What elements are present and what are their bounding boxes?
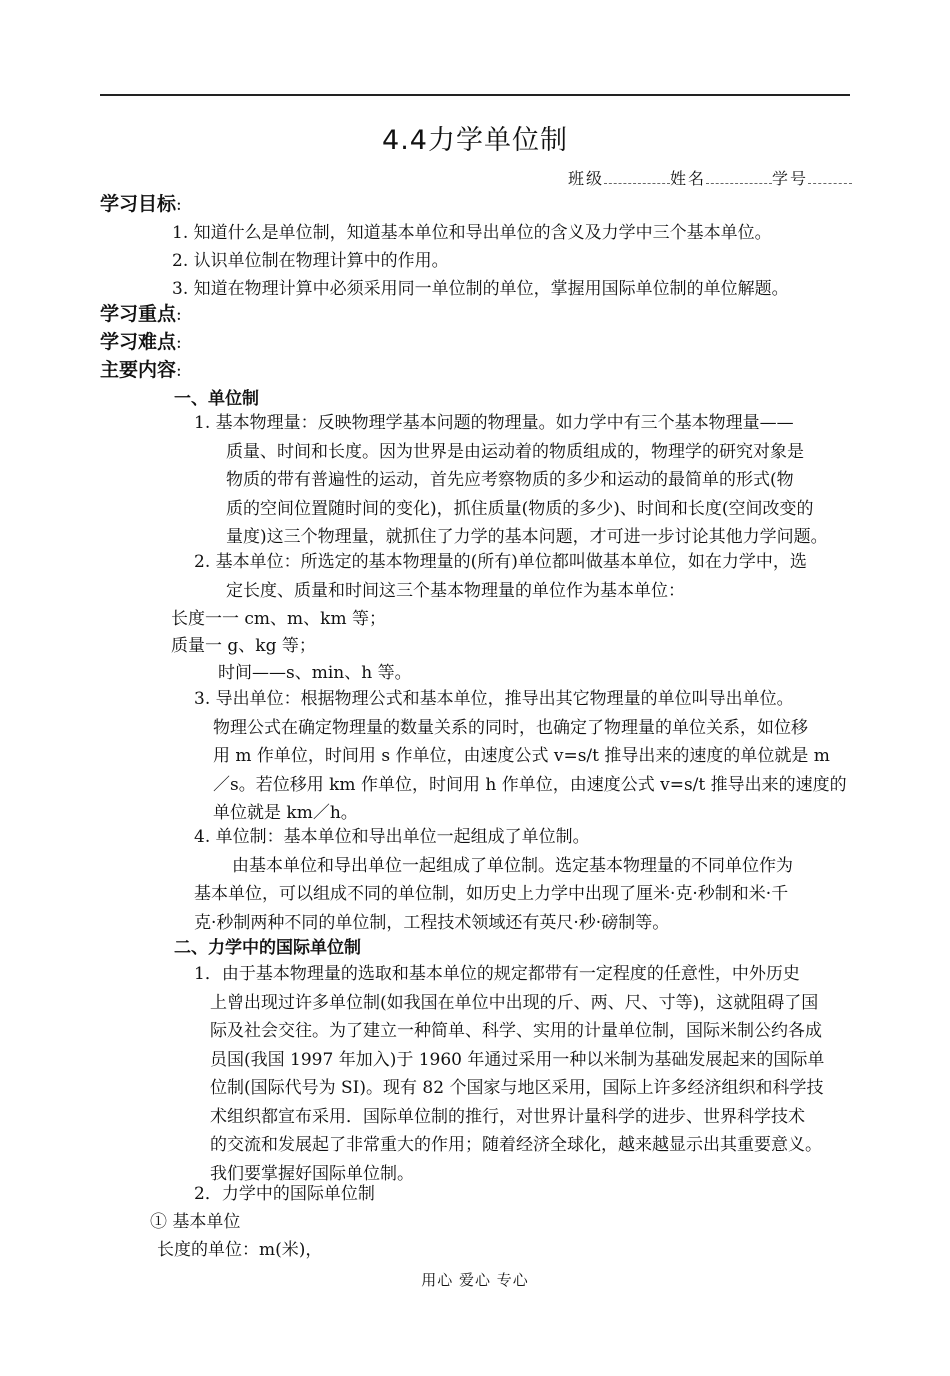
base-units-label: ① 基本单位 [150, 1212, 241, 1232]
paragraph-line: 克·秒制两种不同的单位制，工程技术领域还有英尺·秒·磅制等。 [194, 912, 670, 933]
goal-item: 2. 认识单位制在物理计算中的作用。 [172, 251, 449, 271]
number-label: 学号 [771, 169, 808, 188]
paragraph-line: 员国(我国 1997 年加入)于 1960 年通过采用一种以米制为基础发展起来的国际单 [210, 1049, 825, 1070]
paragraph-line: 质的空间位置随时间的变化)，抓住质量(物质的多少)、时间和长度(空间改变的 [226, 498, 814, 519]
paragraph-line: ／s。若位移用 km 作单位，时间用 h 作单位，由速度公式 v=s/t 推导出来的速度的 [213, 774, 847, 795]
section1-item2 [194, 548, 807, 605]
paragraph-line: 单位就是 km／h。 [213, 803, 358, 823]
goal-item: 3. 知道在物理计算中必须采用同一单位制的单位，掌握用国际单位制的单位解题。 [172, 279, 789, 299]
goal-item: 1. 知道什么是单位制，知道基本单位和导出单位的含义及力学中三个基本单位。 [172, 223, 772, 243]
paragraph-line: 用 m 作单位，时间用 s 作单位，由速度公式 v=s/t 推导出来的速度的单位就是 m [213, 746, 830, 766]
page-footer: 用心 爱心 专心 [421, 1271, 529, 1289]
paragraph-line: 质量、时间和长度。因为世界是由运动着的物质组成的，物理学的研究对象是 [226, 441, 804, 462]
unit-length: 长度一一 cm、m、km 等； [171, 609, 386, 629]
key-points-heading: 学习重点: [100, 303, 182, 325]
section1-item3 [194, 685, 847, 828]
paragraph-line: 4. 单位制：基本单位和导出单位一起组成了单位制。 [194, 827, 590, 847]
unit-time: 时间——s、min、h 等。 [218, 663, 412, 683]
paragraph-line: 由基本单位和导出单位一起组成了单位制。选定基本物理量的不同单位作为 [232, 855, 793, 876]
section1-item4 [194, 823, 793, 937]
number-blank [808, 171, 852, 184]
paragraph-line: 物理公式在确定物理量的数量关系的同时，也确定了物理量的单位关系，如位移 [213, 717, 808, 738]
section1-item1 [194, 409, 828, 552]
paragraph-line: 3. 导出单位：根据物理公式和基本单位，推导出其它物理量的单位叫导出单位。 [194, 689, 794, 709]
goals-heading: 学习目标: [100, 193, 182, 215]
si-subsection: 2．力学中的国际单位制 [194, 1184, 375, 1204]
paragraph-line: 上曾出现过许多单位制(如我国在单位中出现的斤、两、尺、寸等)，这就阻碍了国 [210, 992, 819, 1013]
section-unit-system-title: 一、单位制 [174, 389, 259, 409]
main-content-heading: 主要内容: [100, 359, 182, 381]
paragraph-line: 基本单位，可以组成不同的单位制，如历史上力学中出现了厘米·克·秒制和米·千 [194, 884, 789, 904]
difficulties-heading: 学习难点: [100, 331, 182, 353]
paragraph-line: 位制(国际代号为 SI)。现有 82 个国家与地区采用，国际上许多经济组织和科学技 [210, 1078, 824, 1098]
paragraph-line: 1. 基本物理量：反映物理学基本问题的物理量。如力学中有三个基本物理量—— [194, 413, 794, 433]
paragraph-line: 我们要掌握好国际单位制。 [210, 1163, 414, 1184]
name-blank [706, 171, 772, 184]
paragraph-line: 际及社会交往。为了建立一种简单、科学、实用的计量单位制，国际米制公约各成 [210, 1021, 822, 1041]
paragraph-line: 定长度、质量和时间这三个基本物理量的单位作为基本单位： [226, 580, 685, 601]
class-label: 班级 [567, 169, 604, 188]
paragraph-line: 术组织都宣布采用．国际单位制的推行，对世界计量科学的进步、世界科学技术 [210, 1106, 805, 1127]
student-info-fields [500, 166, 852, 189]
name-label: 姓名 [669, 169, 706, 188]
paragraph-line: 物质的带有普遍性的运动，首先应考察物质的多少和运动的最简单的形式(物 [226, 470, 794, 490]
length-unit-line: 长度的单位：m(米)， [157, 1240, 323, 1260]
class-blank [604, 171, 670, 184]
section-si-title: 二、力学中的国际单位制 [174, 938, 361, 958]
header-rule [100, 94, 850, 96]
page-title: 4.4力学单位制 [382, 125, 568, 156]
paragraph-line: 的交流和发展起了非常重大的作用；随着经济全球化，越来越显示出其重要意义。 [210, 1135, 822, 1155]
paragraph-line: 量度)这三个物理量，就抓住了力学的基本问题，才可进一步讨论其他力学问题。 [226, 527, 828, 547]
unit-mass: 质量一 g、kg 等； [171, 636, 316, 656]
paragraph-line: 2. 基本单位：所选定的基本物理量的(所有)单位都叫做基本单位，如在力学中，选 [194, 552, 807, 572]
paragraph-line: 1．由于基本物理量的选取和基本单位的规定都带有一定程度的任意性，中外历史 [194, 964, 800, 984]
section2-item1 [194, 960, 824, 1188]
